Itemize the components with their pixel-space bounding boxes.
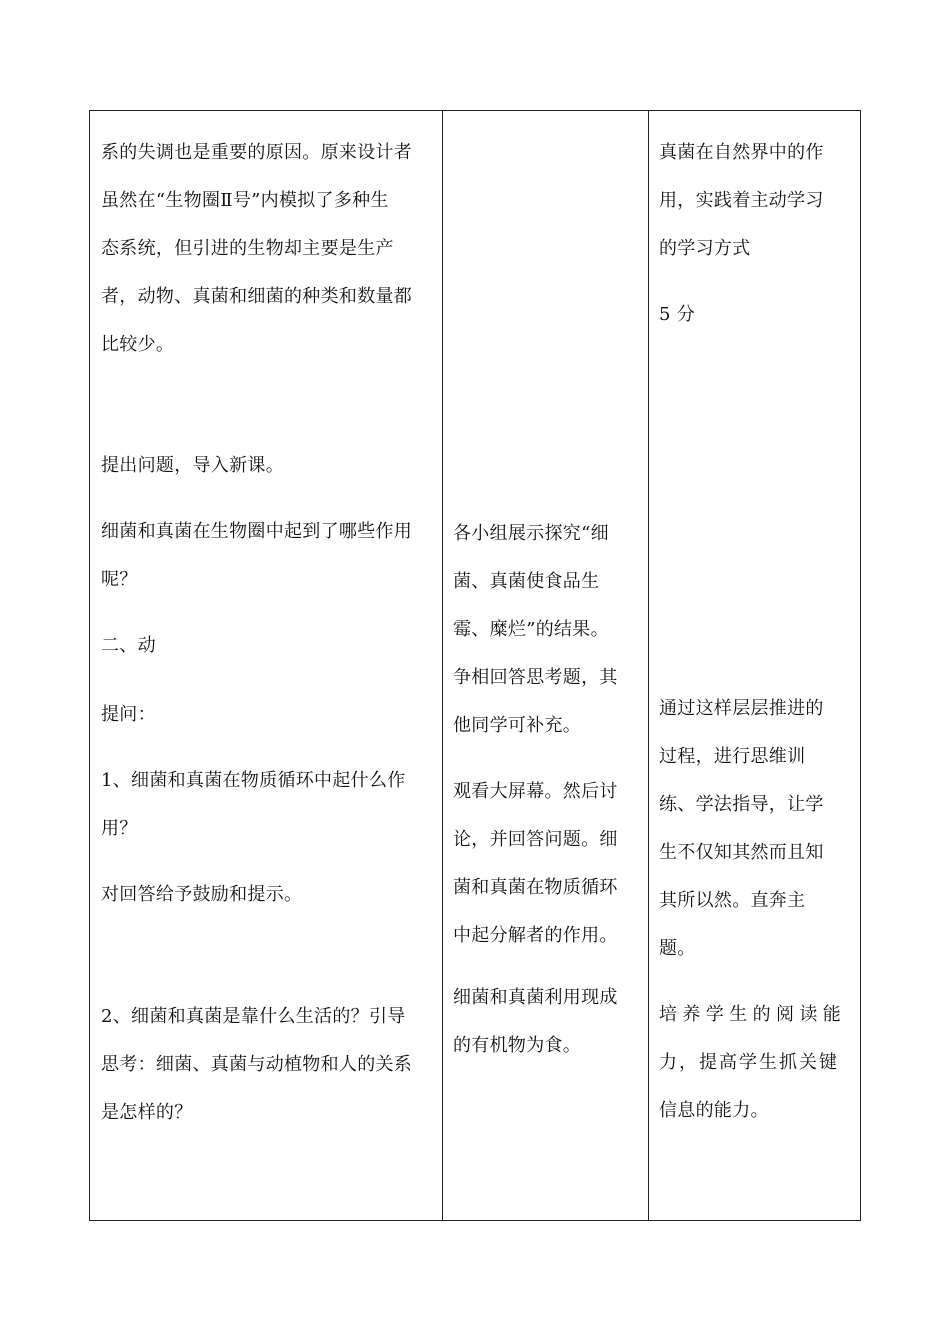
col3-para2-line2: 过程，进行思维训: [659, 746, 806, 767]
col3-para3-line2: 力，提高学生抓关键: [659, 1052, 839, 1073]
col2-para2-line1: 观看大屏幕。然后讨: [453, 781, 618, 802]
col3-para2-line4: 生不仅知其然而且知: [659, 842, 824, 863]
col1-lead: 提出问题，导入新课。: [101, 455, 284, 476]
col1-question-line1: 细菌和真菌在生物圈中起到了哪些作用: [101, 521, 413, 542]
col2-para1-line3: 霉、糜烂”的结果。: [453, 619, 609, 640]
col3-para2-line3: 练、学法指导，让学: [659, 794, 824, 815]
col1-para1-line3: 态系统，但引进的生物却主要是生产: [101, 238, 394, 259]
col2-para3-line2: 的有机物为食。: [453, 1035, 582, 1056]
col1-q1-line2: 用？: [101, 818, 138, 839]
col1-section-heading: 二、动: [101, 635, 156, 656]
col2-para2-line2: 论，并回答问题。细: [453, 829, 618, 850]
col2-para1-line4: 争相回答思考题，其: [453, 667, 618, 688]
col3-para2-line1: 通过这样层层推进的: [659, 698, 824, 719]
col1-para1-line5: 比较少。: [101, 334, 175, 355]
col1-para1-line4: 者，动物、真菌和细菌的种类和数量都: [101, 286, 413, 307]
col3-para1-line3: 的学习方式: [659, 238, 751, 259]
col1-para1-line2: 虽然在“生物圈Ⅱ号”内模拟了多种生: [101, 190, 389, 211]
col2-para2-line3: 菌和真菌在物质循环: [453, 877, 618, 898]
col1-feedback: 对回答给予鼓励和提示。: [101, 884, 303, 905]
col1-ask: 提问：: [101, 704, 156, 725]
column-divider-1: [442, 111, 443, 1220]
col1-q2-line1: 2、细菌和真菌是靠什么生活的？引导: [101, 1006, 406, 1027]
col2-para2-line4: 中起分解者的作用。: [453, 925, 618, 946]
col2-para1-line5: 他同学可补充。: [453, 715, 582, 736]
col3-para3-line3: 信息的能力。: [659, 1100, 769, 1121]
col3-para3-line1: 培养学生的阅读能: [659, 1004, 847, 1025]
col2-para1-line1: 各小组展示探究“细: [453, 523, 609, 544]
col3-para1-line1: 真菌在自然界中的作: [659, 142, 824, 163]
col3-para2-line6: 题。: [659, 938, 696, 959]
col3-para2-line5: 其所以然。直奔主: [659, 890, 806, 911]
col1-q2-line2: 思考：细菌、真菌与动植物和人的关系: [101, 1054, 413, 1075]
col3-time: 5 分: [659, 304, 696, 325]
col1-para1-line1: 系的失调也是重要的原因。原来设计者: [101, 142, 413, 163]
col2-para3-line1: 细菌和真菌利用现成: [453, 987, 618, 1008]
col2-para1-line2: 菌、真菌使食品生: [453, 571, 600, 592]
col1-q1-line1: 1、细菌和真菌在物质循环中起什么作: [101, 770, 406, 791]
col1-question-line2: 呢？: [101, 569, 138, 590]
col3-para1-line2: 用，实践着主动学习: [659, 190, 824, 211]
column-divider-2: [648, 111, 649, 1220]
col1-q2-line3: 是怎样的？: [101, 1102, 193, 1123]
